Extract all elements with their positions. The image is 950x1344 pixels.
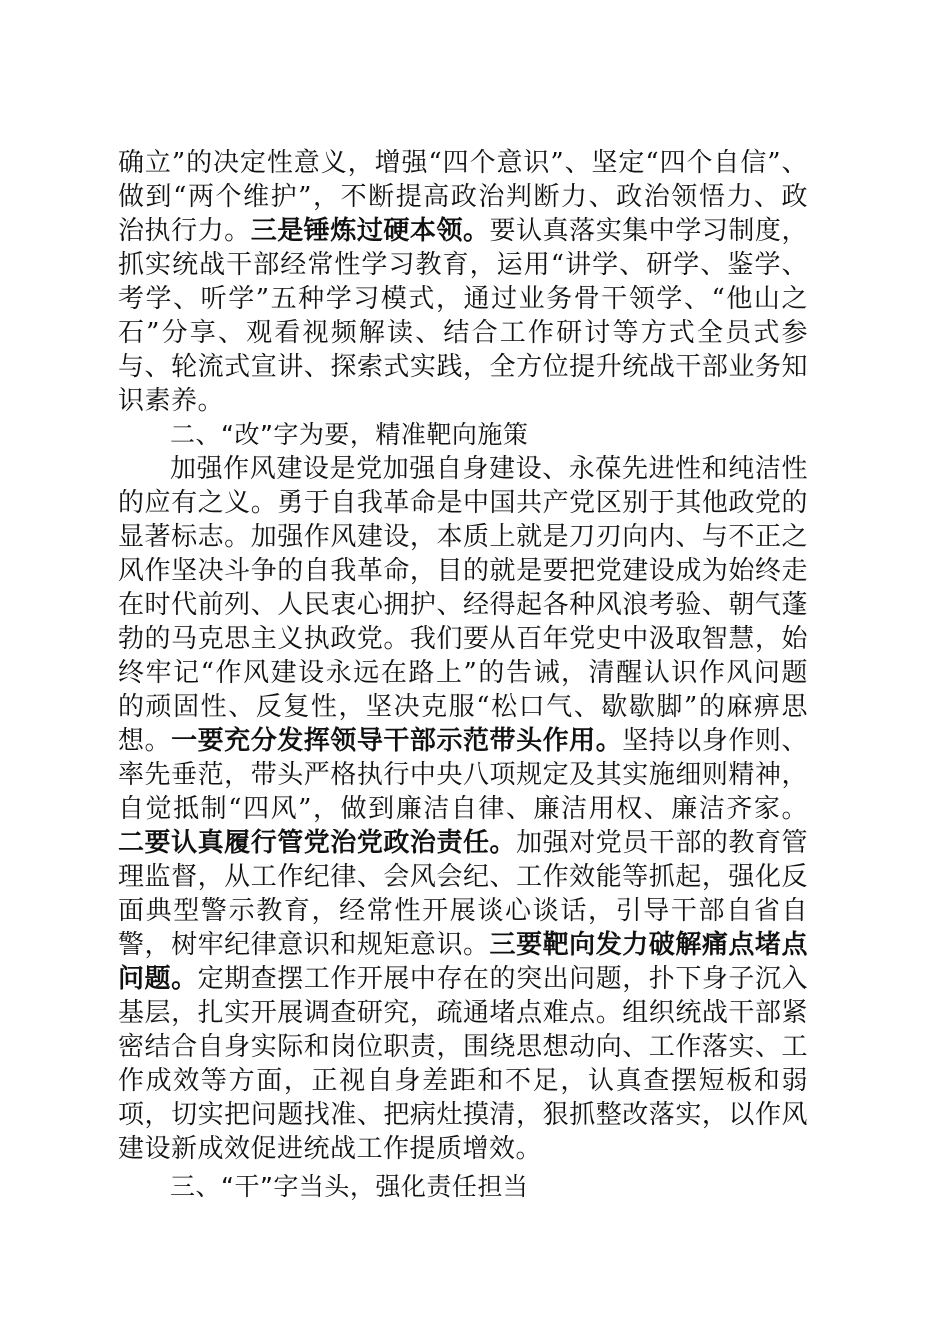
paragraph-text: 加强作风建设是党加强自身建设、永葆先进性和纯洁性的应有之义。勇于自我革命是中国共产党区别于其他政党的显著标志。加强作风建设，本质上就是刀刃向内、与不正之风作坚决斗争的自我革命，目的就是要把党建设成为始终走在时代前列、人民衷心拥护、经得起各种风浪考验、朝气蓬勃的马克思主义执政党。我们要从百年党史中汲取智慧，始终牢记“作风建设永远在路上”的告诫，清醒认识作风问题的顽固性、反复性，坚决克服“松口气、歇歇脚”的麻痹思想。	[118, 454, 808, 756]
paragraph-text: 确立”的决定性意义，增强“四个意识”、坚定“四个自信”、做到“两个维护”，不断提高政治判断力、政治领悟力、政治执行力。	[118, 148, 808, 246]
bold-key-point: 二要认真履行管党治党政治责任。	[118, 828, 517, 858]
paragraph-text: 坚持以身作则、率先垂范，带头严格执行中央八项规定及其实施细则精神，自觉抵制“四风”，做到廉洁自律、廉洁用权、廉洁齐家。	[118, 726, 808, 824]
bold-key-point: 三是锤炼过硬本领。	[250, 216, 490, 246]
bold-key-point: 三要靶向发力破解痛点堵点问题。	[118, 930, 808, 994]
section-heading-3: 三、“干”字当头，强化责任担当	[170, 1172, 529, 1201]
document-body	[118, 146, 808, 1204]
paragraph-text: 加强对党员干部的教育管理监督，从工作纪律、会风会纪、工作效能等抓起，强化反面典型警示教育，经常性开展谈心谈话，引导干部自省自警，树牢纪律意识和规矩意识。	[118, 828, 808, 960]
section-heading-2: 二、“改”字为要，精准靶向施策	[170, 420, 529, 449]
paragraph-text: 要认真落实集中学习制度，抓实统战干部经常性学习教育，运用“讲学、研学、鉴学、考学、听学”五种学习模式，通过业务骨干领学、“他山之石”分享、观看视频解读、结合工作研讨等方式全员式参与、轮流式宣讲、探索式实践，全方位提升统战干部业务知识素养。	[118, 216, 808, 416]
paragraph-text: 定期查摆工作开展中存在的突出问题，扑下身子沉入基层，扎实开展调查研究，疏通堵点难点。组织统战干部紧密结合自身实际和岗位职责，围绕思想动向、工作落实、工作成效等方面，正视自身差距和不足，认真查摆短板和弱项，切实把问题找准、把病灶摸清，狠抓整改落实，以作风建设新成效促进统战工作提质增效。	[118, 964, 808, 1164]
paragraph-continued	[118, 146, 808, 418]
paragraph-section-2	[118, 452, 808, 1166]
bold-key-point: 一要充分发挥领导干部示范带头作用。	[171, 726, 623, 756]
